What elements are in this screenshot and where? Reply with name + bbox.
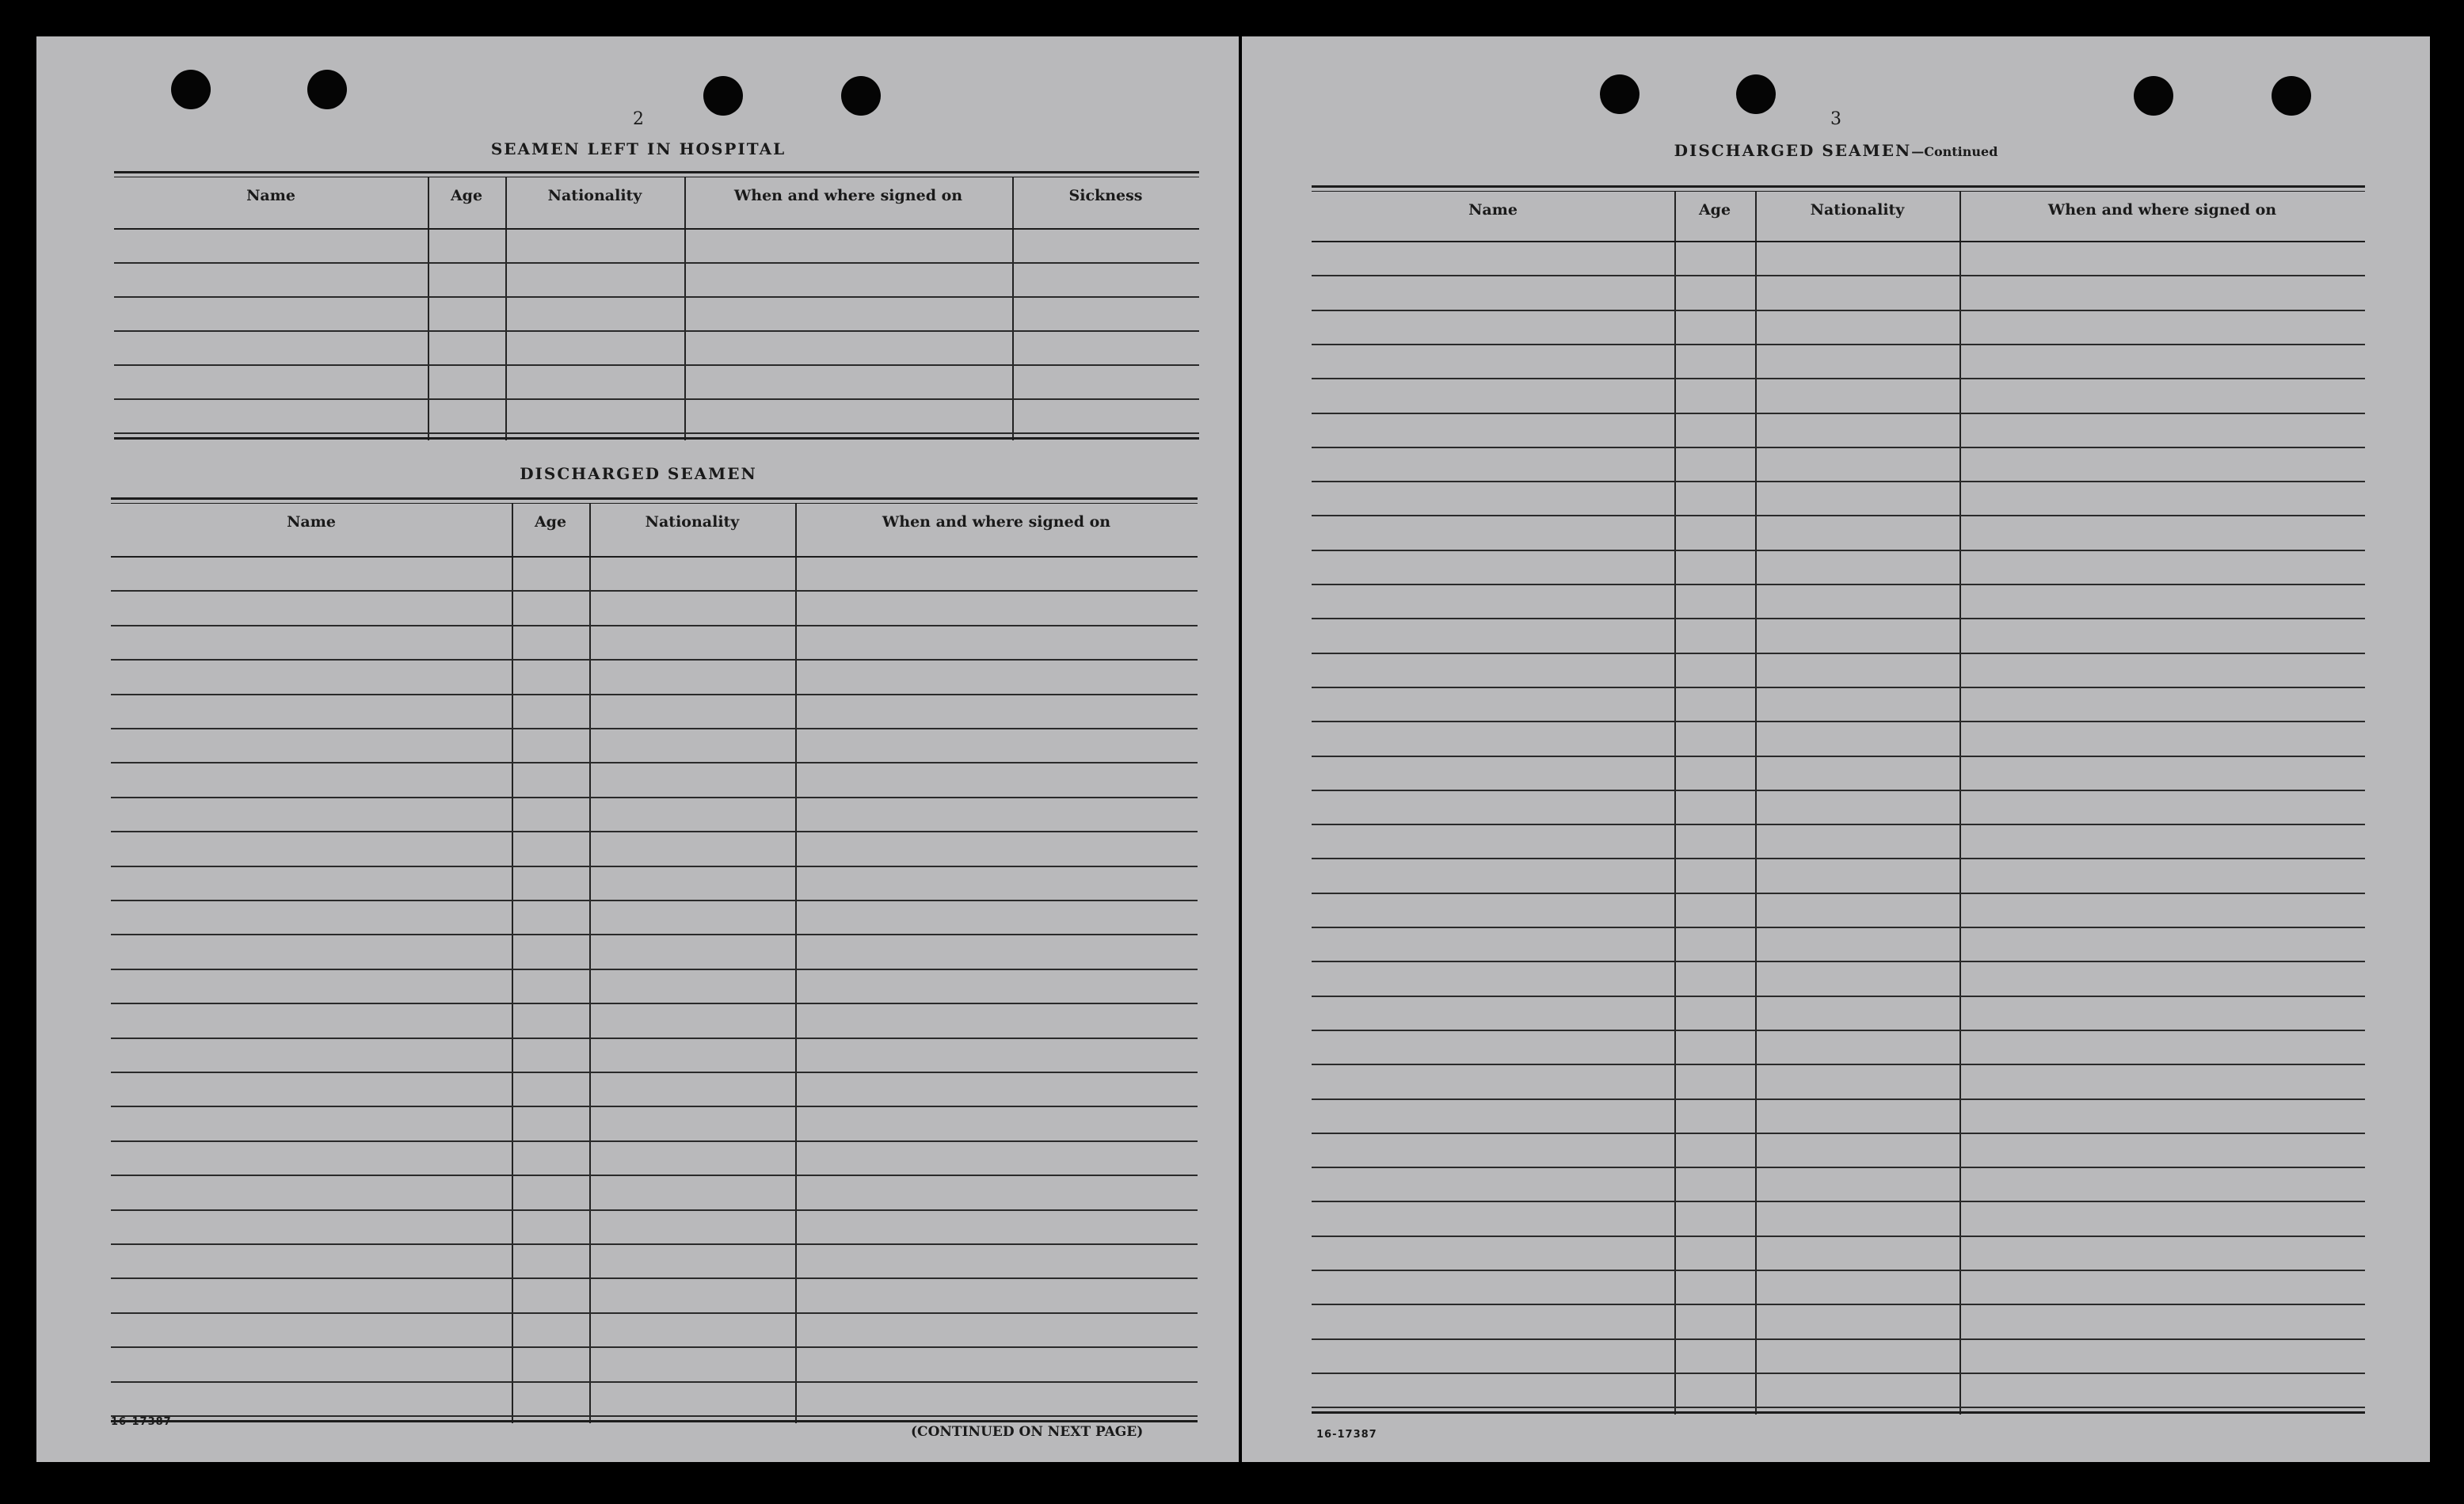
table-bottom-rule: [1312, 1411, 2365, 1414]
hospital-section-title: SEAMEN LEFT IN HOSPITAL: [490, 139, 786, 158]
table-row: [1312, 481, 2365, 482]
table-row: [1312, 618, 2365, 619]
header-rule: [111, 497, 1198, 500]
table-row: [1312, 584, 2365, 585]
table-row: [1312, 1167, 2365, 1168]
table-row: [111, 1038, 1198, 1039]
table-row: [1312, 858, 2365, 859]
column-header: Name: [246, 187, 295, 204]
table-row: [1312, 1407, 2365, 1408]
table-row: [111, 1277, 1198, 1279]
column-separator: [505, 177, 507, 440]
header-rule: [114, 171, 1199, 173]
table-row: [1312, 1270, 2365, 1271]
table-row: [1312, 893, 2365, 894]
binder-hole: [307, 70, 347, 109]
table-row: [111, 1072, 1198, 1073]
column-separator: [589, 504, 591, 1423]
hospital-table: [114, 177, 1199, 440]
table-row: [1312, 1030, 2365, 1031]
binder-hole: [703, 76, 743, 116]
table-row: [111, 1106, 1198, 1107]
table-row: [111, 728, 1198, 729]
continued-note: (CONTINUED ON NEXT PAGE): [911, 1424, 1144, 1440]
table-row: [114, 228, 1199, 230]
column-separator: [1012, 177, 1014, 440]
table-row: [1312, 961, 2365, 962]
column-header: Nationality: [645, 513, 740, 531]
table-row: [111, 694, 1198, 695]
table-row: [1312, 927, 2365, 928]
table-row: [111, 797, 1198, 798]
table-row: [1312, 1236, 2365, 1237]
column-header: Nationality: [547, 187, 642, 204]
table-row: [1312, 653, 2365, 654]
table-row: [111, 1175, 1198, 1176]
table-row: [1312, 824, 2365, 825]
table-row: [1312, 1373, 2365, 1374]
table-row: [111, 1243, 1198, 1245]
table-row: [1312, 413, 2365, 414]
column-header: Name: [287, 513, 336, 531]
table-row: [111, 969, 1198, 970]
column-header: When and where signed on: [733, 187, 963, 204]
table-row: [111, 1415, 1198, 1417]
table-row: [1312, 344, 2365, 345]
table-row: [111, 1140, 1198, 1142]
table-row: [111, 1346, 1198, 1348]
table-row: [111, 900, 1198, 901]
column-header: Age: [534, 513, 567, 531]
column-separator: [1959, 192, 1961, 1415]
table-row: [1312, 790, 2365, 791]
column-separator: [512, 504, 513, 1423]
column-header: Name: [1468, 201, 1518, 219]
table-row: [1312, 275, 2365, 276]
table-row: [114, 330, 1199, 332]
column-separator: [684, 177, 686, 440]
table-row: [1312, 721, 2365, 722]
right-page: [1242, 36, 2430, 1462]
table-row: [114, 262, 1199, 264]
page-number: 3: [1830, 109, 1841, 129]
column-header: When and where signed on: [2047, 201, 2277, 219]
binder-hole: [841, 76, 881, 116]
table-row: [1312, 515, 2365, 516]
left-page: [36, 36, 1239, 1462]
table-row: [1312, 378, 2365, 379]
table-row: [1312, 1064, 2365, 1065]
table-row: [111, 590, 1198, 592]
table-bottom-rule: [111, 1420, 1198, 1422]
table-row: [111, 1209, 1198, 1211]
section-title-suffix: —Continued: [1911, 144, 1998, 159]
table-bottom-rule: [114, 437, 1199, 440]
table-row: [111, 762, 1198, 763]
table-row: [1312, 310, 2365, 311]
table-row: [1312, 756, 2365, 757]
table-row: [1312, 996, 2365, 997]
table-row: [114, 364, 1199, 366]
table-row: [1312, 687, 2365, 688]
table-row: [1312, 550, 2365, 551]
column-header: When and where signed on: [882, 513, 1111, 531]
table-row: [1312, 1201, 2365, 1202]
discharged-continued-title: [1519, 141, 2153, 160]
table-row: [111, 1003, 1198, 1004]
table-row: [1312, 1338, 2365, 1340]
table-row: [114, 398, 1199, 400]
table-row: [111, 659, 1198, 661]
table-row: [114, 296, 1199, 298]
column-header: Nationality: [1810, 201, 1905, 219]
table-row: [1312, 447, 2365, 448]
table-row: [111, 1381, 1198, 1383]
table-row: [111, 866, 1198, 867]
column-header: Sickness: [1068, 187, 1143, 204]
binder-hole: [2134, 76, 2173, 116]
discharged-table: [111, 504, 1198, 1423]
column-separator: [1755, 192, 1757, 1415]
table-row: [111, 556, 1198, 558]
column-header: Age: [1698, 201, 1731, 219]
table-row: [1312, 1304, 2365, 1305]
column-separator: [428, 177, 429, 440]
column-separator: [1674, 192, 1676, 1415]
form-code: 16-17387: [1316, 1429, 1377, 1441]
discharged-section-title: DISCHARGED SEAMEN: [520, 464, 757, 483]
binder-hole: [171, 70, 211, 109]
form-code: 16-17387: [111, 1416, 172, 1428]
binder-hole: [2272, 76, 2311, 116]
table-row: [111, 934, 1198, 935]
section-title-main: DISCHARGED SEAMEN: [1674, 141, 1912, 160]
table-row: [1312, 1098, 2365, 1100]
table-row: [111, 625, 1198, 626]
discharged-continued-table: [1312, 192, 2365, 1415]
table-row: [1312, 1133, 2365, 1134]
binder-hole: [1600, 74, 1639, 114]
table-row: [111, 831, 1198, 832]
column-header: Age: [450, 187, 483, 204]
header-rule: [1312, 185, 2365, 188]
column-separator: [795, 504, 797, 1423]
table-row: [1312, 241, 2365, 242]
table-row: [111, 1312, 1198, 1314]
table-row: [114, 432, 1199, 434]
page-number: 2: [633, 109, 644, 129]
binder-hole: [1736, 74, 1776, 114]
